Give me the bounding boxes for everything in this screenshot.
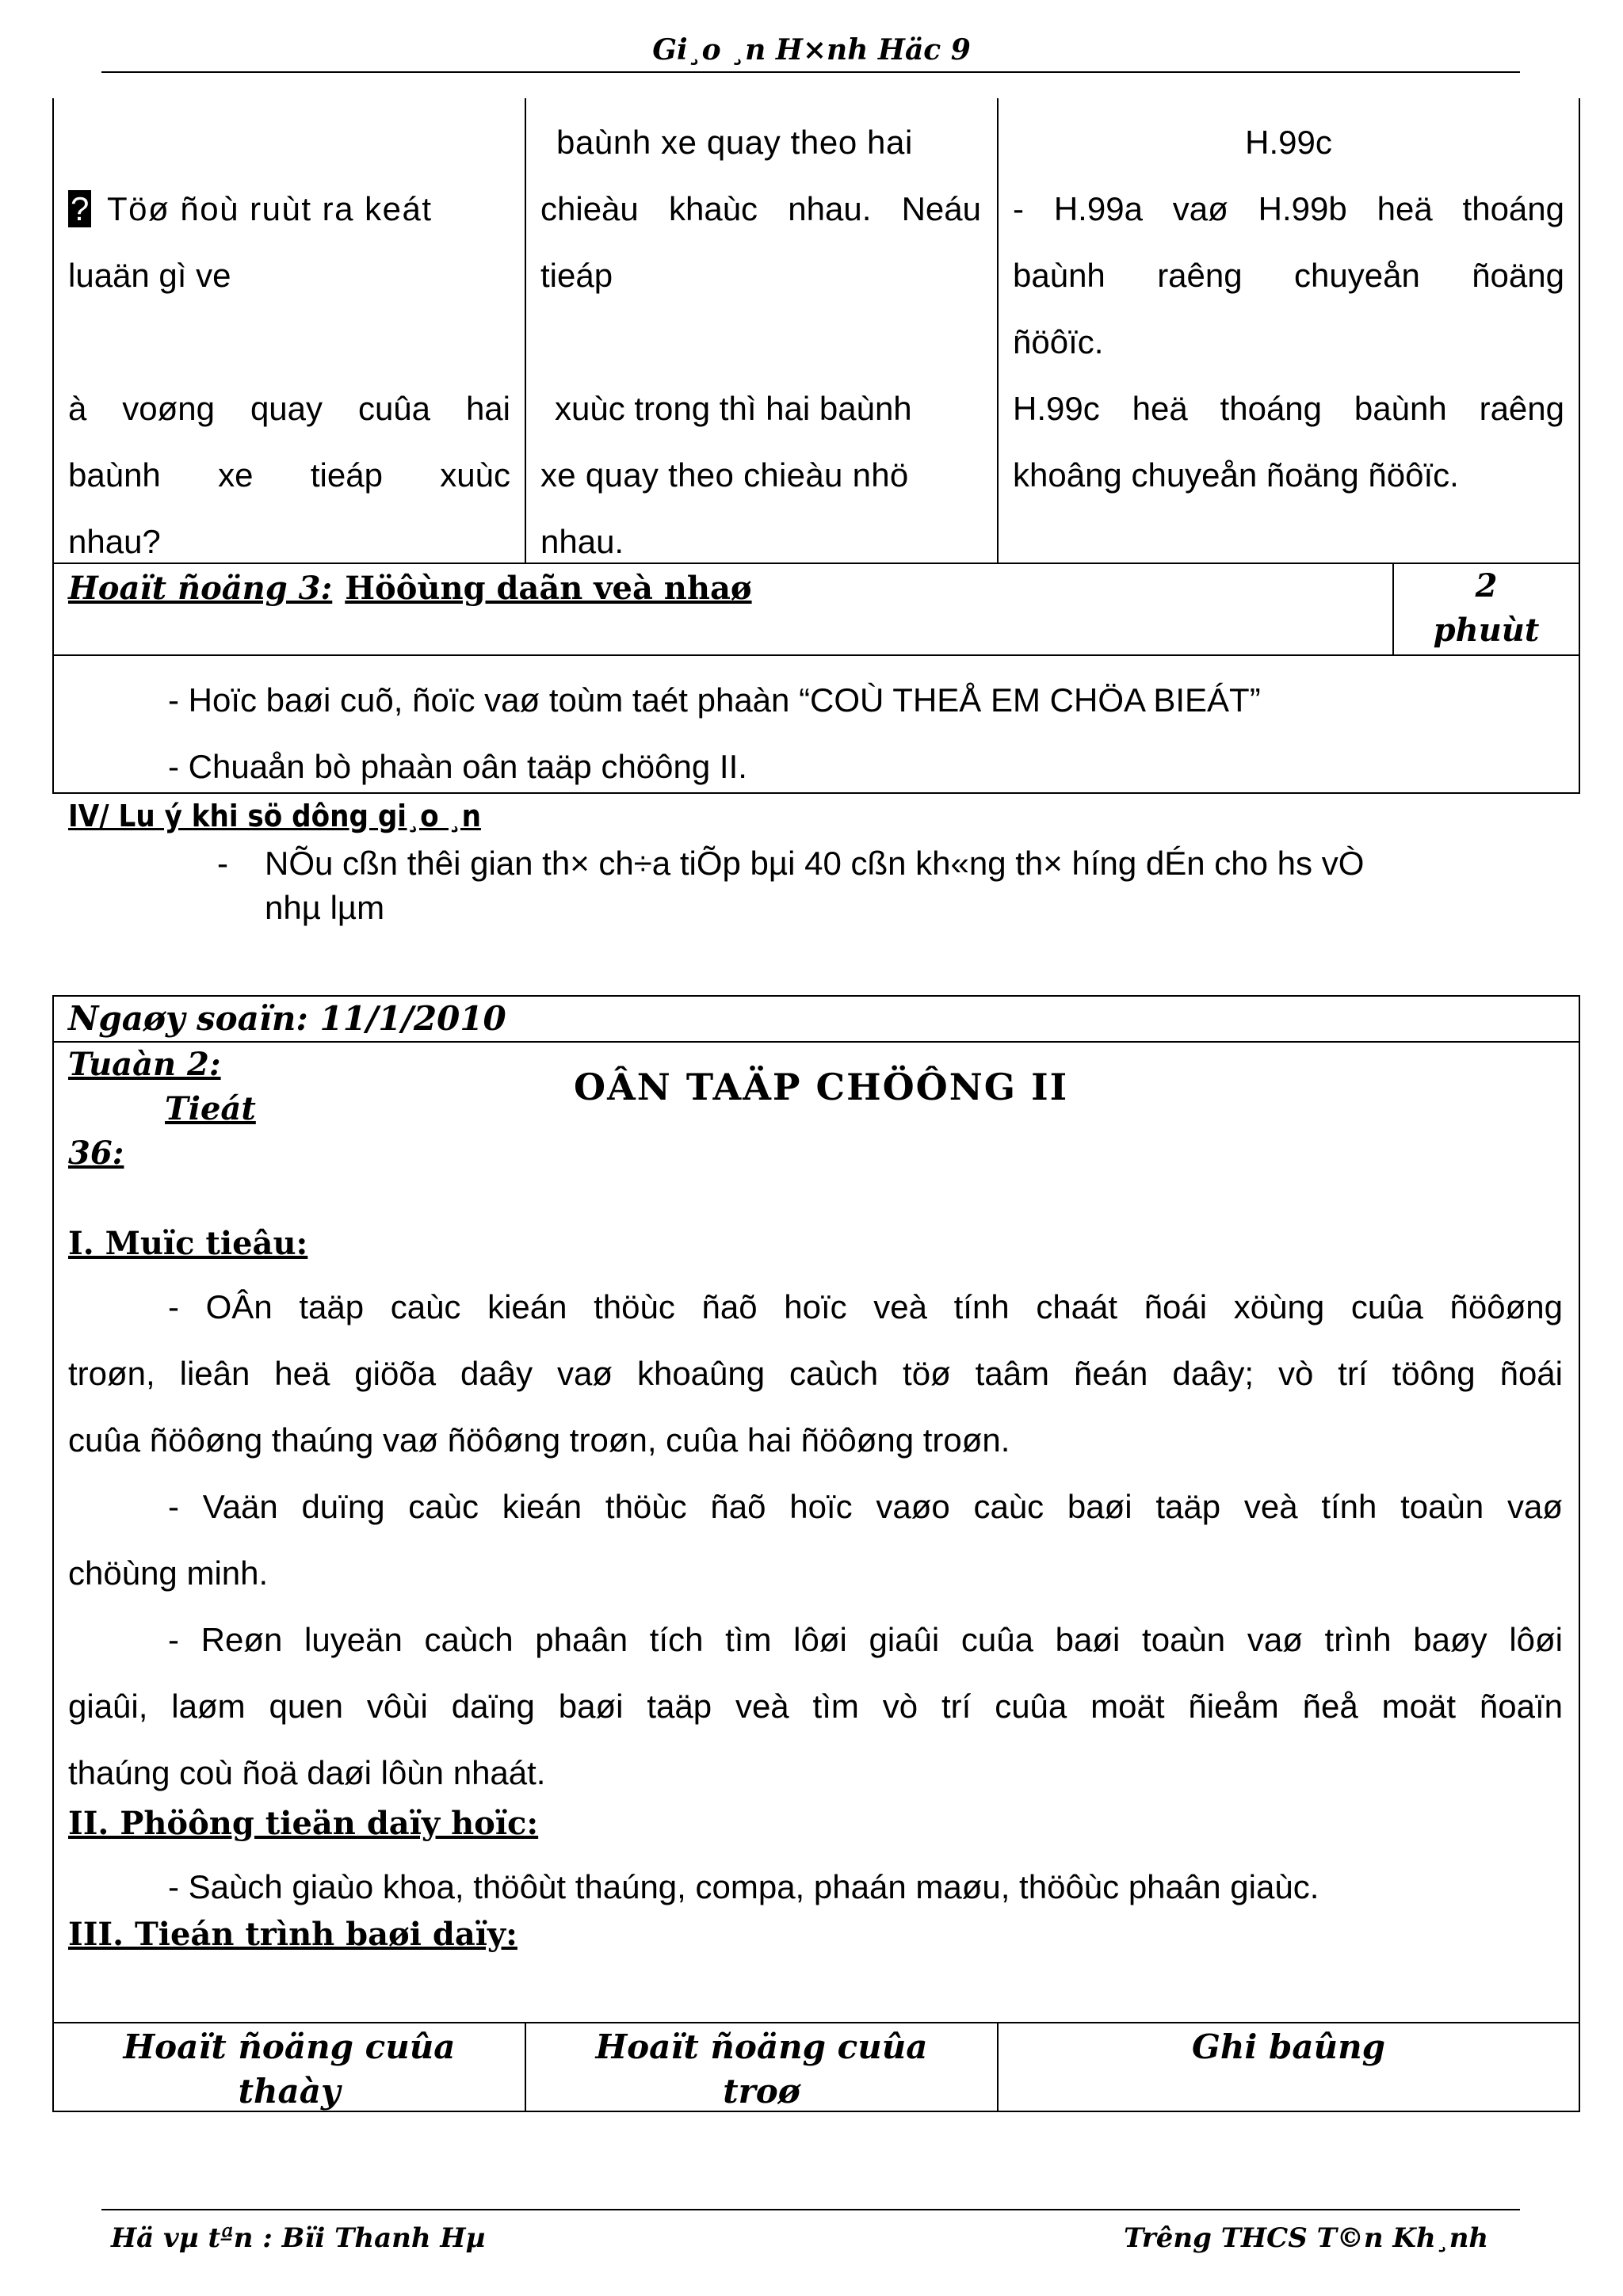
top-table-row-rule-2 bbox=[52, 654, 1580, 656]
top-table-left-border bbox=[52, 98, 54, 794]
student-column-header-line-1: Hoaït ñoäng cuûa bbox=[595, 2027, 928, 2066]
board-line-1: H.99c bbox=[1245, 124, 1332, 161]
activity-3-heading bbox=[68, 564, 752, 613]
usage-note-line-2: nhµ lµm bbox=[265, 889, 385, 926]
top-table-col-divider-2 bbox=[997, 98, 999, 564]
columns-header-top-rule bbox=[52, 2022, 1580, 2023]
top-table-col-divider-1 bbox=[525, 98, 526, 564]
teacher-question-line-4: baùnh xe tieáp xuùc bbox=[68, 456, 510, 494]
objective-1-line-2: troøn, lieân heä giöõa daây vaø khoaûng caùch töø taâm ñeán daây; vò trí töông ñoái bbox=[68, 1355, 1563, 1392]
activity-3-time-value: 2 bbox=[1475, 567, 1498, 605]
footer-author: Hä vµ tªn : Bïi Thanh Hµ bbox=[111, 2222, 486, 2254]
activity-3-label: Hoaït ñoäng 3: bbox=[68, 570, 333, 607]
activity-3-time bbox=[1394, 564, 1579, 653]
teacher-column-header-line-2: thaày bbox=[238, 2072, 341, 2111]
page-header-title: Gi¸o ¸n H×nh Häc 9 bbox=[652, 33, 971, 67]
board-line-5: H.99c heä thoáng baùnh raêng bbox=[1013, 390, 1564, 427]
board-line-3: baùnh raêng chuyeån ñoäng bbox=[1013, 257, 1564, 294]
teacher-question-line-1 bbox=[68, 176, 510, 242]
board-column-header: Ghi baûng bbox=[1191, 2027, 1385, 2066]
top-table-right-border bbox=[1579, 98, 1580, 794]
materials-heading: II. Phöông tieän daïy hoïc: bbox=[68, 1805, 539, 1842]
header-rule bbox=[101, 71, 1520, 73]
objective-3-line-2: giaûi, laøm quen vôùi daïng baøi taäp veà tìm vò trí cuûa moät ñieåm ñeå moät ñoaïn bbox=[68, 1688, 1563, 1725]
board-line-2: - H.99a vaø H.99b heä thoáng bbox=[1013, 190, 1564, 227]
activity-3-time-unit: phuùt bbox=[1433, 612, 1540, 649]
teacher-question-line-3: à voøng quay cuûa hai bbox=[68, 390, 510, 427]
student-answer-line-2: chieàu khaùc nhau. Neáu bbox=[540, 190, 981, 227]
question-text: Töø ñoù ruùt ra keát bbox=[107, 190, 433, 227]
objective-3-line-3: thaúng coù ñoä daøi lôùn nhaát. bbox=[68, 1754, 546, 1791]
footer-rule bbox=[101, 2209, 1520, 2210]
student-answer-line-4: xuùc trong thì hai baùnh bbox=[555, 390, 912, 427]
period-number: 36: bbox=[68, 1135, 124, 1172]
objective-2-line-1: - Vaän duïng caùc kieán thöùc ñaõ hoïc vaøo caùc baøi taäp veà tính toaùn vaø bbox=[168, 1488, 1563, 1525]
homework-line-2: - Chuaån bò phaàn oân taäp chöông II. bbox=[168, 748, 747, 785]
student-answer-line-1: baùnh xe quay theo hai bbox=[556, 124, 913, 161]
week-label: Tuaàn 2: bbox=[68, 1046, 221, 1083]
teacher-question-line-2: luaän gì ve bbox=[68, 257, 231, 294]
period-label: Tieát bbox=[165, 1090, 256, 1127]
homework-line-1: - Hoïc baøi cuõ, ñoïc vaø toùm taét phaàn “COÙ THEÅ EM CHÖA BIEÁT” bbox=[168, 681, 1261, 719]
materials-line: - Saùch giaùo khoa, thöôùt thaúng, compa, phaán maøu, thöôùc phaân giaùc. bbox=[168, 1868, 1319, 1905]
student-answer-line-5: xe quay theo chieàu nhö bbox=[540, 456, 909, 494]
objectives-heading: I. Muïc tieâu: bbox=[68, 1225, 308, 1262]
student-column-header bbox=[526, 2025, 997, 2114]
usage-note-line-1: NÕu cßn thêi gian th× ch÷a tiÕp bµi 40 cßn kh«ng th× híng dÉn cho hs vÒ bbox=[265, 845, 1365, 882]
activity-3-title: Höôùng daãn veà nhaø bbox=[345, 570, 752, 607]
objective-1-line-1: - OÂn taäp caùc kieán thöùc ñaõ hoïc veà tính chaát ñoái xöùng cuûa ñöôøng bbox=[168, 1288, 1563, 1325]
teacher-column-header bbox=[54, 2025, 525, 2114]
footer-school: Trêng THCS T©n Kh¸nh bbox=[1124, 2222, 1489, 2254]
objective-3-line-1: - Reøn luyeän caùch phaân tích tìm lôøi giaûi cuûa baøi toaùn vaø trình baøy lôøi bbox=[168, 1621, 1563, 1658]
objective-2-line-2: chöùng minh. bbox=[68, 1554, 269, 1592]
board-line-4: ñöôïc. bbox=[1013, 323, 1104, 360]
student-answer-line-3: tieáp bbox=[540, 257, 613, 294]
lesson-title: OÂN TAÄP CHÖÔNG II bbox=[574, 1066, 1069, 1108]
objective-1-line-3: cuûa ñöôøng thaúng vaø ñöôøng troøn, cuûa hai ñöôøng troøn. bbox=[68, 1421, 1010, 1459]
board-line-6: khoâng chuyeån ñoäng ñöôïc. bbox=[1013, 456, 1459, 494]
usage-note-dash: - bbox=[217, 845, 228, 882]
procedure-heading: III. Tieán trình baøi daïy: bbox=[68, 1916, 517, 1953]
usage-note-heading: IV/ Lu ý khi sö dông gi¸o ¸n bbox=[68, 799, 481, 833]
question-mark-badge: ? bbox=[68, 190, 91, 227]
student-answer-line-6: nhau. bbox=[540, 523, 624, 560]
student-column-header-line-2: troø bbox=[723, 2072, 800, 2111]
teacher-question-line-5: nhau? bbox=[68, 523, 161, 560]
lesson-date: Ngaøy soaïn: 11/1/2010 bbox=[68, 999, 506, 1038]
teacher-column-header-line-1: Hoaït ñoäng cuûa bbox=[123, 2027, 456, 2066]
